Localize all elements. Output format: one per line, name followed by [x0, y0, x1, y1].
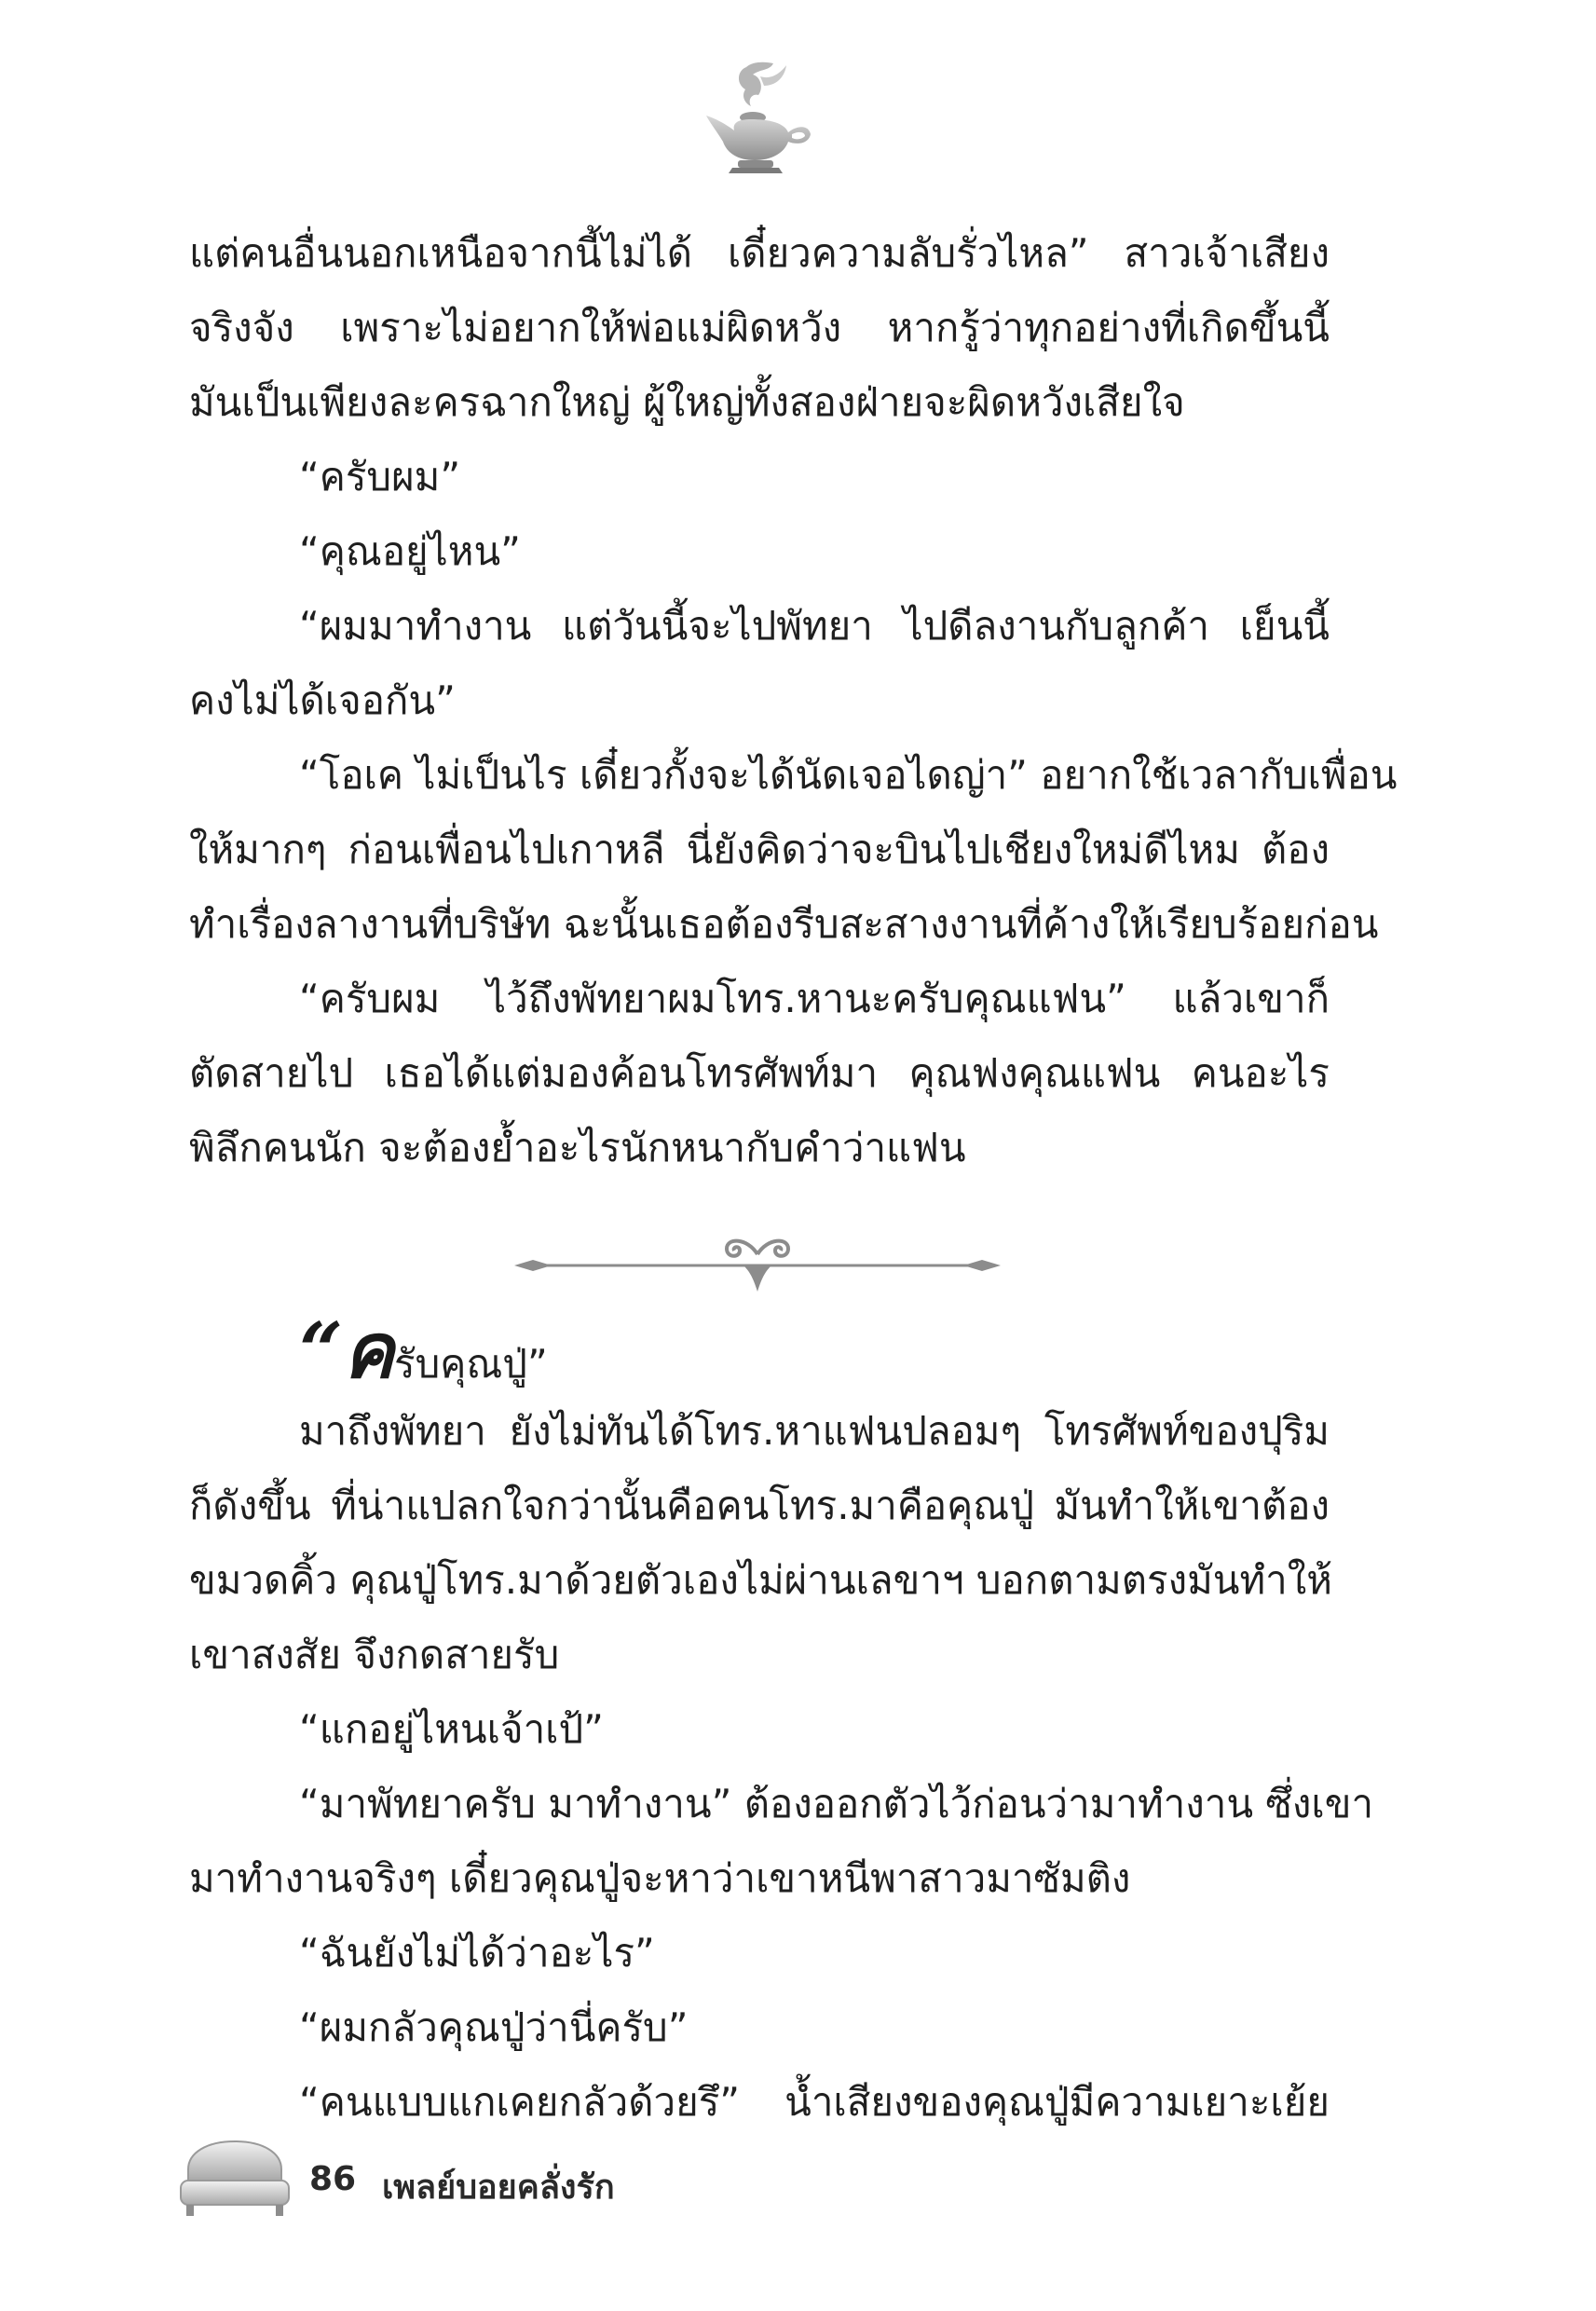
section-2-opening	[299, 1306, 548, 1396]
scroll-divider-icon	[511, 1221, 1004, 1295]
dialogue-line: “โอเค ไม่เป็นไร เดี๋ยวกั้งจะได้นัดเจอไดญ่า” อยากใช้เวลากับเพื่อน	[299, 752, 1398, 798]
drop-cap: “ค	[299, 1306, 395, 1396]
dialogue-line: “คุณอยู่ไหน”	[299, 528, 521, 574]
genie-lamp-icon	[695, 58, 816, 179]
bed-icon	[175, 2132, 294, 2222]
paragraph-line: จริงจัง เพราะไม่อยากให้พ่อแม่ผิดหวัง หากรู้ว่าทุกอย่างที่เกิดขึ้นนี้	[189, 305, 1330, 350]
paragraph-line: แต่คนอื่นนอกเหนือจากนี้ไม่ได้ เดี๋ยวความลับรั่วไหล” สาวเจ้าเสียง	[189, 230, 1330, 276]
book-title: เพลย์บอยคลั่งรัก	[382, 2168, 615, 2207]
dialogue-line: “ฉันยังไม่ได้ว่าอะไร”	[299, 1930, 655, 1976]
paragraph-line: เขาสงสัย จึงกดสายรับ	[189, 1632, 560, 1677]
paragraph-line: ทำเรื่องลางานที่บริษัท ฉะนั้นเธอต้องรีบสะสางงานที่ค้างให้เรียบร้อยก่อน	[189, 901, 1379, 947]
dialogue-line: “ครับผม ไว้ถึงพัทยาผมโทร.หานะครับคุณแฟน” แล้วเขาก็	[299, 976, 1330, 1021]
dialogue-line: “คนแบบแกเคยกลัวด้วยรึ” น้ำเสียงของคุณปู่มีความเยาะเย้ย	[299, 2079, 1330, 2125]
paragraph-line: พิลึกคนนัก จะต้องย้ำอะไรนักหนากับคำว่าแฟน	[189, 1125, 966, 1170]
dialogue-line: “ผมมาทำงาน แต่วันนี้จะไปพัทยา ไปดีลงานกับลูกค้า เย็นนี้	[299, 603, 1330, 649]
paragraph-line: มาถึงพัทยา ยังไม่ทันได้โทร.หาแฟนปลอมๆ โทรศัพท์ของปุริม	[299, 1408, 1330, 1454]
dialogue-line: “แกอยู่ไหนเจ้าเป้”	[299, 1706, 604, 1752]
paragraph-line: ขมวดคิ้ว คุณปู่โทร.มาด้วยตัวเองไม่ผ่านเลขาฯ บอกตามตรงมันทำให้	[189, 1557, 1332, 1603]
dialogue-line: “มาพัทยาครับ มาทำงาน” ต้องออกตัวไว้ก่อนว่ามาทำงาน ซึ่งเขา	[299, 1781, 1374, 1826]
page-number: 86	[309, 2160, 357, 2198]
paragraph-line: ให้มากๆ ก่อนเพื่อนไปเกาหลี นี่ยังคิดว่าจะบินไปเชียงใหม่ดีไหม ต้อง	[189, 827, 1330, 872]
paragraph-line: ตัดสายไป เธอได้แต่มองค้อนโทรศัพท์มา คุณฟงคุณแฟน คนอะไร	[189, 1050, 1330, 1096]
paragraph-line: คงไม่ได้เจอกัน”	[189, 677, 456, 723]
paragraph-line: ก็ดังขึ้น ที่น่าแปลกใจกว่านั้นคือคนโทร.มาคือคุณปู่ มันทำให้เขาต้อง	[189, 1483, 1330, 1528]
opening-dialogue: รับคุณปู่”	[394, 1341, 548, 1387]
paragraph-line: มันเป็นเพียงละครฉากใหญ่ ผู้ใหญ่ทั้งสองฝ่ายจะผิดหวังเสียใจ	[189, 379, 1185, 425]
dialogue-line: “ครับผม”	[299, 454, 461, 499]
page-footer	[175, 2132, 827, 2222]
paragraph-line: มาทำงานจริงๆ เดี๋ยวคุณปู่จะหาว่าเขาหนีพาสาวมาซัมติง	[189, 1855, 1131, 1901]
dialogue-line: “ผมกลัวคุณปู่ว่านี่ครับ”	[299, 2004, 689, 2050]
